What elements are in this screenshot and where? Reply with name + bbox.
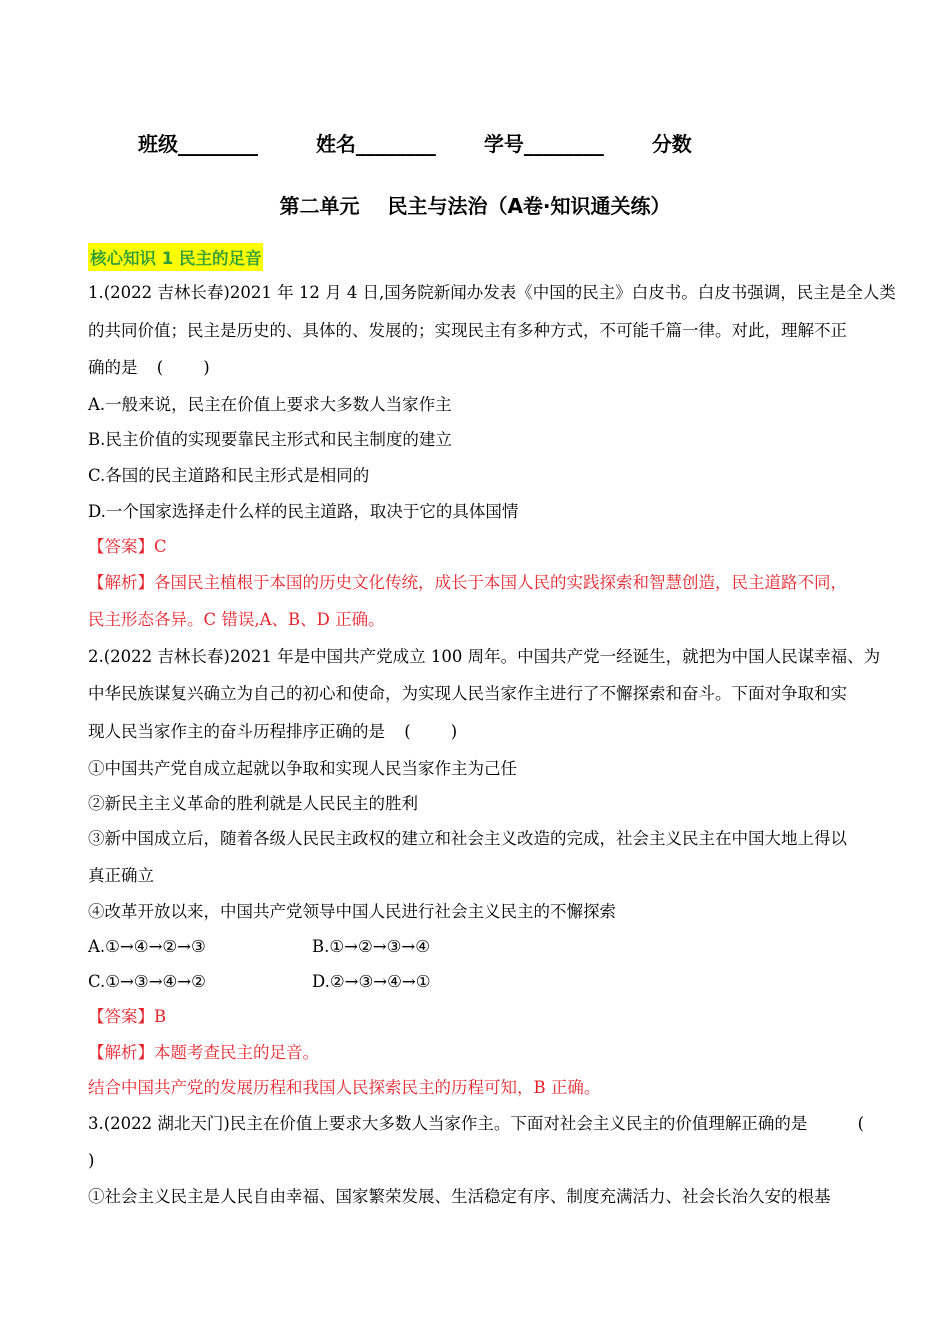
q3-stem-line1: 3.(2022 湖北天门)民主在价值上要求大多数人当家作主。下面对社会主义民主的价值理解正确的是 ( [88, 1114, 864, 1133]
q2-options-row1 [88, 936, 488, 958]
q2-option-c: C.①→③→④→② [88, 972, 206, 991]
q1-stem-line1: 1.(2022 吉林长春)2021 年 12 月 4 日,国务院新闻办发表《中国的民主》白皮书。白皮书强调，民主是全人类 [88, 283, 896, 302]
q1-analysis-line2: 民主形态各异。C 错误,A、B、D 正确。 [88, 610, 385, 629]
student-info-header [138, 128, 692, 157]
q2-stem-line1: 2.(2022 吉林长春)2021 年是中国共产党成立 100 周年。中国共产党一经诞生，就把为中国人民谋幸福、为 [88, 647, 881, 666]
q1-stem-line2: 的共同价值；民主是历史的、具体的、发展的；实现民主有多种方式，不可能千篇一律。对此，理解不正 [88, 321, 847, 340]
q1-option-b: B.民主价值的实现要靠民主形式和民主制度的建立 [88, 430, 452, 449]
q2-statement-2: ②新民主主义革命的胜利就是人民民主的胜利 [88, 794, 418, 813]
q1-analysis-line1: 【解析】各国民主植根于本国的历史文化传统，成长于本国人民的实践探索和智慧创造，民主道路不同， [88, 573, 847, 592]
section-heading: 核心知识 1 民主的足音 [88, 243, 263, 271]
q1-answer: 【答案】C [88, 537, 167, 556]
q2-option-a: A.①→④→②→③ [88, 937, 206, 956]
q2-statement-4: ④改革开放以来，中国共产党领导中国人民进行社会主义民主的不懈探索 [88, 902, 616, 921]
q3-stem-line2: ) [88, 1151, 95, 1170]
name-field: 姓名________ [315, 132, 436, 156]
q1-stem-line3: 确的是 ( ) [88, 358, 210, 377]
q2-statement-3a: ③新中国成立后，随着各级人民民主政权的建立和社会主义改造的完成，社会主义民主在中国大地上得以 [88, 829, 847, 848]
q2-statement-3b: 真正确立 [88, 866, 154, 885]
q2-answer: 【答案】B [88, 1007, 167, 1026]
q2-statement-1: ①中国共产党自成立起就以争取和实现人民当家作主为己任 [88, 759, 517, 778]
q2-option-b: B.①→②→③→④ [312, 937, 431, 956]
q2-options-row2 [88, 971, 488, 993]
class-field: 班级________ [138, 132, 258, 156]
q1-option-a: A.一般来说，民主在价值上要求大多数人当家作主 [88, 395, 452, 414]
score-field: 分数 [651, 132, 692, 156]
q1-option-c: C.各国的民主道路和民主形式是相同的 [88, 466, 370, 485]
q2-analysis-line1: 【解析】本题考查民主的足音。 [88, 1043, 319, 1062]
q2-stem-line3: 现人民当家作主的奋斗历程排序正确的是 ( ) [88, 722, 458, 741]
student-id-field: 学号________ [483, 132, 604, 156]
q2-stem-line2: 中华民族谋复兴确立为自己的初心和使命，为实现人民当家作主进行了不懈探索和奋斗。下面对争取和实 [88, 684, 847, 703]
q2-option-d: D.②→③→④→① [312, 972, 431, 991]
q1-option-d: D.一个国家选择走什么样的民主道路，取决于它的具体国情 [88, 502, 519, 521]
page-title: 第二单元 民主与法治（A卷·知识通关练） [279, 194, 671, 218]
q3-statement-1: ①社会主义民主是人民自由幸福、国家繁荣发展、生活稳定有序、制度充满活力、社会长治久安的根基 [88, 1187, 831, 1206]
q2-analysis-line2: 结合中国共产党的发展历程和我国人民探索民主的历程可知，B 正确。 [88, 1078, 601, 1097]
